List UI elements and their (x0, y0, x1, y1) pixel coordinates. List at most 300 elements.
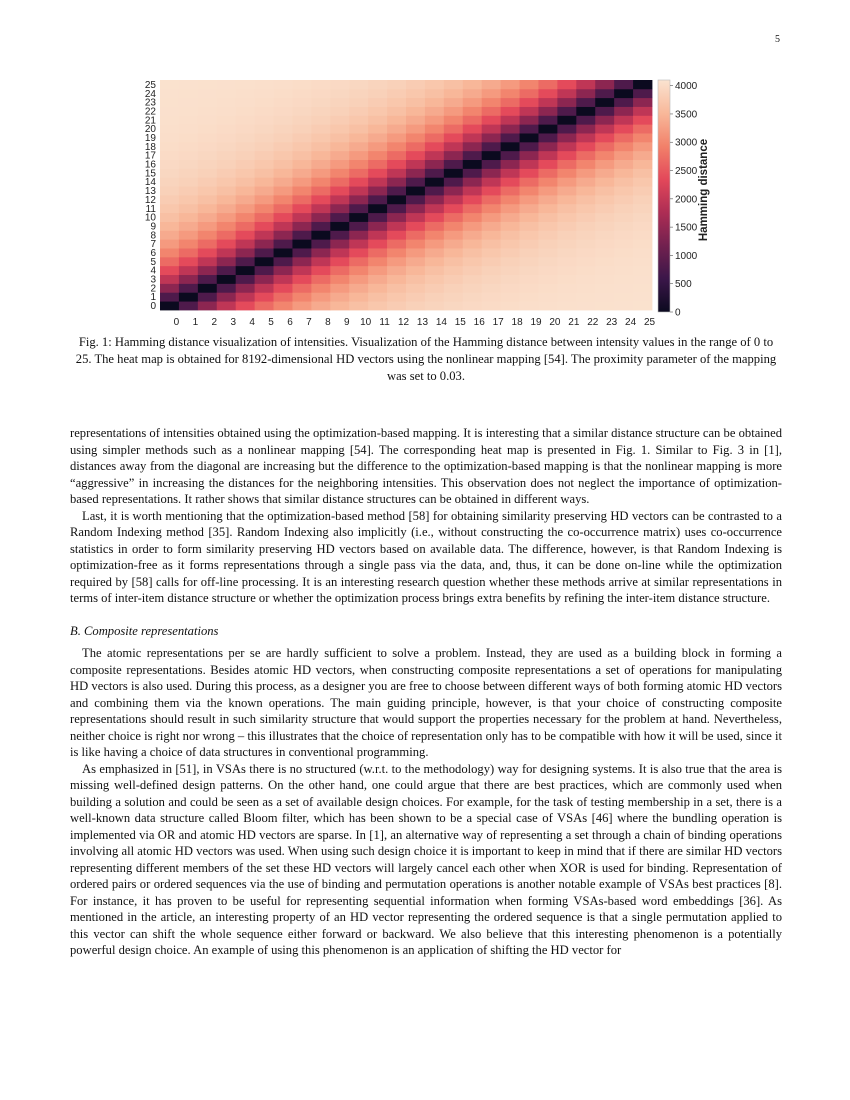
heatmap-cell (368, 89, 387, 98)
heatmap-cell (444, 248, 463, 257)
heatmap-cell (387, 195, 406, 204)
heatmap-cell (501, 168, 520, 177)
heatmap-cell (330, 115, 349, 124)
heatmap-cell (255, 124, 274, 133)
heatmap-cell (520, 186, 539, 195)
heatmap-cell (614, 222, 633, 231)
heatmap-cell (311, 98, 330, 107)
heatmap-cell (444, 89, 463, 98)
heatmap-cell (160, 142, 179, 151)
colorbar-tick-label: 0 (675, 307, 681, 319)
heatmap-cell (463, 151, 482, 160)
heatmap-cell (160, 195, 179, 204)
heatmap-cell (538, 186, 557, 195)
heatmap-cell (520, 133, 539, 142)
heatmap-cell (198, 239, 217, 248)
heatmap-cell (406, 177, 425, 186)
heatmap-cell (160, 275, 179, 284)
heatmap-cell (274, 107, 293, 116)
heatmap-cell (255, 266, 274, 275)
heatmap-cell (406, 239, 425, 248)
heatmap-cell (160, 257, 179, 266)
heatmap-cell (425, 257, 444, 266)
y-tick-label: 14 (144, 177, 156, 189)
heatmap-cell (349, 301, 368, 310)
heatmap-cell (368, 142, 387, 151)
heatmap-cell (368, 301, 387, 310)
heatmap-cell (576, 115, 595, 124)
heatmap-cell (349, 160, 368, 169)
heatmap-cell (425, 248, 444, 257)
x-tick-label: 17 (492, 317, 504, 328)
heatmap-cell (463, 115, 482, 124)
heatmap-cell (255, 292, 274, 301)
x-tick-label: 16 (473, 317, 485, 328)
heatmap-cell (406, 222, 425, 231)
heatmap-cell (482, 151, 501, 160)
heatmap-cell (406, 195, 425, 204)
heatmap-cell (292, 98, 311, 107)
heatmap-cell (292, 115, 311, 124)
heatmap-cell (330, 248, 349, 257)
heatmap-cell (482, 168, 501, 177)
heatmap-cell (368, 124, 387, 133)
heatmap-cell (444, 257, 463, 266)
heatmap-cell (557, 142, 576, 151)
heatmap-cell (614, 133, 633, 142)
heatmap-cell (425, 168, 444, 177)
heatmap-cell (198, 115, 217, 124)
paragraph: Last, it is worth mentioning that the optimization-based method [58] for obtaining similarity preserving HD vectors can be contrasted to a Random Indexing method [35]. Random Indexing also implicitly (i.e., without constructing the co-occurrence matrix) uses co-occurrence statistics in order to form similarity preserving HD vectors based on available data. The difference, however, is that Random Indexing is optimization-free as it forms representations through a single pass via the data, and, thus, it can be done on-line while the optimization required by [58] calls for off-line processing. It is an interesting research question whether these methods arrive at similar representations in terms of inter-item distance structure or whether the optimization process brings extra benefits by refining the inter-item distance structure. (70, 508, 782, 605)
heatmap-cell (368, 292, 387, 301)
heatmap-cell (425, 301, 444, 310)
heatmap-cell (160, 186, 179, 195)
heatmap-cell (576, 266, 595, 275)
x-tick-label: 18 (511, 317, 523, 328)
heatmap-cell (595, 230, 614, 239)
heatmap-cell (425, 275, 444, 284)
heatmap-cell (198, 292, 217, 301)
heatmap-cell (274, 257, 293, 266)
heatmap-cell (576, 168, 595, 177)
heatmap-cell (236, 195, 255, 204)
x-tick-label: 24 (625, 317, 637, 328)
heatmap-cell (538, 151, 557, 160)
heatmap-cell (406, 301, 425, 310)
heatmap-cell (198, 89, 217, 98)
heatmap-cell (425, 292, 444, 301)
x-tick-label: 19 (530, 317, 542, 328)
heatmap-cell (387, 275, 406, 284)
heatmap-cell (255, 186, 274, 195)
heatmap-cell (633, 124, 652, 133)
heatmap-cell (387, 213, 406, 222)
heatmap-cell (425, 98, 444, 107)
heatmap-cell (633, 204, 652, 213)
heatmap-cell (406, 160, 425, 169)
heatmap-cell (444, 98, 463, 107)
heatmap-cell (576, 283, 595, 292)
x-tick-label: 13 (416, 317, 429, 328)
heatmap-cell (255, 204, 274, 213)
heatmap-cell (311, 275, 330, 284)
heatmap-cell (482, 186, 501, 195)
heatmap-cell (236, 89, 255, 98)
heatmap-cell (217, 89, 236, 98)
heatmap-cell (311, 283, 330, 292)
heatmap-cell (179, 142, 198, 151)
heatmap-cell (198, 133, 217, 142)
heatmap-cell (387, 186, 406, 195)
heatmap-cell (292, 151, 311, 160)
heatmap-cell (444, 80, 463, 89)
heatmap-cell (330, 160, 349, 169)
heatmap-cell (274, 124, 293, 133)
heatmap-cell (595, 239, 614, 248)
heatmap-cell (406, 248, 425, 257)
x-tick-label: 10 (360, 317, 372, 328)
heatmap-cell (349, 230, 368, 239)
heatmap-cell (520, 283, 539, 292)
heatmap-cell (217, 222, 236, 231)
heatmap-cell (368, 98, 387, 107)
heatmap-cell (179, 239, 198, 248)
heatmap-cell (179, 195, 198, 204)
heatmap-cell (311, 160, 330, 169)
heatmap-cell (217, 195, 236, 204)
heatmap-cell (444, 142, 463, 151)
heatmap-cell (217, 204, 236, 213)
heatmap-cell (198, 160, 217, 169)
heatmap-cell (425, 186, 444, 195)
heatmap-cell (463, 230, 482, 239)
heatmap-cell (198, 80, 217, 89)
heatmap-cell (311, 266, 330, 275)
heatmap-cell (198, 107, 217, 116)
heatmap-cell (330, 204, 349, 213)
heatmap-cell (576, 80, 595, 89)
heatmap-cell (463, 257, 482, 266)
heatmap-cell (330, 107, 349, 116)
heatmap-cell (633, 107, 652, 116)
heatmap-cell (387, 89, 406, 98)
heatmap-cell (406, 266, 425, 275)
heatmap-cell (387, 292, 406, 301)
heatmap-cell (198, 168, 217, 177)
heatmap-cell (406, 115, 425, 124)
heatmap-cell (633, 80, 652, 89)
colorbar-tick-label: 1500 (675, 222, 698, 234)
heatmap-cell (425, 230, 444, 239)
heatmap-cell (236, 115, 255, 124)
heatmap-cell (217, 160, 236, 169)
heatmap-cell (217, 107, 236, 116)
heatmap-cell (557, 186, 576, 195)
heatmap-cell (482, 107, 501, 116)
heatmap-cell (274, 151, 293, 160)
heatmap-cell (595, 124, 614, 133)
heatmap-cell (576, 98, 595, 107)
paragraph: The atomic representations per se are hardly sufficient to solve a problem. Instead, they are used as a building block in forming a composite representations. Besides atomic HD vectors, when constructing composite representations a set of operations for manipulating HD vectors is also used. During this process, as a designer you are free to choose between different ways of both forming atomic HD vectors and combining them via the known operations. The main guiding principle, however, is that your choice of constructing composite representations should result in such similarity structure that would support the properties necessary for the problem at hand. Nevertheless, neither choice is right nor wrong – this illustrates that the choice of representation only has to be compatible with how it will be used, since it is like having a choice of data structures in conventional programming. (70, 646, 782, 759)
x-tick-label: 20 (549, 317, 561, 328)
x-tick-label: 23 (606, 317, 618, 328)
heatmap-cell (633, 89, 652, 98)
heatmap-cell (236, 142, 255, 151)
heatmap-cells (160, 80, 652, 310)
heatmap-cell (406, 275, 425, 284)
heatmap-cell (614, 186, 633, 195)
body-text (70, 425, 782, 959)
heatmap-cell (482, 230, 501, 239)
heatmap-cell (387, 248, 406, 257)
heatmap-cell (255, 213, 274, 222)
heatmap-cell (501, 275, 520, 284)
heatmap-cell (633, 292, 652, 301)
heatmap-cell (501, 151, 520, 160)
heatmap-cell (595, 151, 614, 160)
heatmap-cell (330, 186, 349, 195)
heatmap-cell (179, 89, 198, 98)
colorbar-label: Hamming distance (698, 138, 710, 242)
heatmap-cell (311, 301, 330, 310)
heatmap-cell (482, 222, 501, 231)
heatmap-cell (614, 107, 633, 116)
heatmap-cell (292, 107, 311, 116)
heatmap-cell (217, 213, 236, 222)
heatmap-cell (330, 124, 349, 133)
heatmap-cell (482, 89, 501, 98)
heatmap-cell (614, 115, 633, 124)
heatmap-cell (614, 124, 633, 133)
heatmap-cell (576, 186, 595, 195)
heatmap-cell (520, 230, 539, 239)
y-tick-label: 16 (144, 159, 156, 171)
heatmap-cell (425, 89, 444, 98)
heatmap-cell (330, 80, 349, 89)
heatmap-cell (368, 266, 387, 275)
y-tick-label: 6 (150, 248, 156, 259)
heatmap-cell (387, 151, 406, 160)
heatmap-cell (387, 204, 406, 213)
heatmap-cell (482, 257, 501, 266)
heatmap-cell (311, 124, 330, 133)
heatmap-cell (595, 275, 614, 284)
heatmap-cell (311, 177, 330, 186)
heatmap-cell (444, 283, 463, 292)
heatmap-cell (217, 248, 236, 257)
heatmap-cell (160, 239, 179, 248)
heatmap-cell (349, 257, 368, 266)
heatmap-cell (274, 195, 293, 204)
heatmap-cell (236, 239, 255, 248)
heatmap-cell (501, 115, 520, 124)
heatmap-cell (311, 186, 330, 195)
heatmap-cell (198, 195, 217, 204)
heatmap-cell (520, 107, 539, 116)
heatmap-cell (614, 248, 633, 257)
heatmap-cell (198, 248, 217, 257)
heatmap-cell (501, 124, 520, 133)
heatmap-cell (368, 115, 387, 124)
colorbar-tick-label: 3000 (675, 137, 698, 149)
heatmap-cell (482, 213, 501, 222)
heatmap-cell (236, 186, 255, 195)
heatmap-cell (595, 195, 614, 204)
heatmap-cell (198, 283, 217, 292)
heatmap-cell (349, 239, 368, 248)
heatmap-cell (217, 80, 236, 89)
heatmap-cell (160, 177, 179, 186)
heatmap-cell (520, 275, 539, 284)
heatmap-cell (538, 301, 557, 310)
heatmap-cell (387, 133, 406, 142)
heatmap-cell (425, 177, 444, 186)
heatmap-cell (179, 230, 198, 239)
heatmap-cell (444, 160, 463, 169)
heatmap-cell (330, 142, 349, 151)
heatmap-cell (614, 239, 633, 248)
heatmap-cell (633, 186, 652, 195)
heatmap-cell (311, 292, 330, 301)
heatmap-cell (406, 89, 425, 98)
y-tick-label: 5 (150, 256, 156, 268)
heatmap-cell (179, 80, 198, 89)
heatmap-cell (614, 301, 633, 310)
heatmap-cell (292, 283, 311, 292)
heatmap-cell (482, 124, 501, 133)
heatmap-cell (330, 195, 349, 204)
y-tick-label: 22 (144, 106, 156, 118)
heatmap-cell (292, 301, 311, 310)
y-tick-label: 0 (150, 301, 156, 313)
heatmap-cell (330, 133, 349, 142)
heatmap-cell (217, 283, 236, 292)
heatmap-cell (633, 98, 652, 107)
heatmap-cell (179, 115, 198, 124)
heatmap-cell (349, 204, 368, 213)
heatmap-cell (406, 98, 425, 107)
x-tick-label: 6 (287, 317, 293, 328)
heatmap-cell (292, 142, 311, 151)
heatmap-cell (520, 257, 539, 266)
heatmap-cell (463, 124, 482, 133)
heatmap-cell (198, 204, 217, 213)
heatmap-cell (538, 80, 557, 89)
heatmap-cell (198, 98, 217, 107)
heatmap-cell (198, 177, 217, 186)
heatmap-cell (463, 133, 482, 142)
y-tick-label: 13 (144, 186, 156, 198)
heatmap-cell (406, 168, 425, 177)
heatmap-cell (198, 124, 217, 133)
heatmap-cell (236, 107, 255, 116)
heatmap-cell (179, 151, 198, 160)
heatmap-cell (160, 230, 179, 239)
heatmap-cell (576, 213, 595, 222)
heatmap-cell (444, 107, 463, 116)
heatmap-cell (292, 160, 311, 169)
y-tick-label: 17 (144, 150, 156, 162)
heatmap-cell (595, 133, 614, 142)
heatmap-cell (349, 168, 368, 177)
heatmap-cell (595, 301, 614, 310)
heatmap-cell (368, 151, 387, 160)
heatmap-cell (368, 257, 387, 266)
heatmap-cell (463, 222, 482, 231)
heatmap-cell (236, 177, 255, 186)
heatmap-cell (557, 151, 576, 160)
heatmap-cell (557, 239, 576, 248)
heatmap-cell (311, 195, 330, 204)
heatmap-cell (387, 115, 406, 124)
heatmap-cell (349, 107, 368, 116)
heatmap-cell (179, 222, 198, 231)
x-tick-label: 3 (230, 317, 237, 328)
heatmap-cell (557, 98, 576, 107)
heatmap-cell (463, 107, 482, 116)
heatmap-cell (368, 107, 387, 116)
colorbar-ticks (670, 81, 698, 318)
heatmap-cell (368, 222, 387, 231)
heatmap-cell (236, 213, 255, 222)
heatmap-cell (292, 177, 311, 186)
heatmap-cell (349, 151, 368, 160)
heatmap-cell (330, 257, 349, 266)
heatmap-cell (520, 213, 539, 222)
heatmap-cell (292, 230, 311, 239)
heatmap-cell (595, 266, 614, 275)
heatmap-cell (482, 248, 501, 257)
heatmap-cell (520, 195, 539, 204)
heatmap-cell (179, 248, 198, 257)
heatmap-cell (425, 283, 444, 292)
heatmap-cell (274, 248, 293, 257)
heatmap-cell (349, 186, 368, 195)
heatmap-cell (520, 151, 539, 160)
heatmap-cell (557, 124, 576, 133)
heatmap-cell (387, 301, 406, 310)
heatmap-cell (311, 239, 330, 248)
heatmap-cell (576, 248, 595, 257)
heatmap-cell (160, 266, 179, 275)
heatmap-cell (387, 266, 406, 275)
x-tick-label: 8 (325, 317, 331, 328)
heatmap-cell (557, 89, 576, 98)
heatmap-cell (482, 195, 501, 204)
section-title: Composite representations (84, 623, 219, 638)
heatmap-cell (633, 301, 652, 310)
heatmap-cell (330, 222, 349, 231)
y-tick-label: 21 (144, 115, 156, 127)
heatmap-cell (274, 266, 293, 275)
heatmap-cell (633, 177, 652, 186)
heatmap-cell (463, 248, 482, 257)
heatmap-cell (217, 98, 236, 107)
heatmap-cell (538, 89, 557, 98)
heatmap-cell (463, 204, 482, 213)
heatmap-cell (179, 213, 198, 222)
x-tick-label: 5 (268, 317, 274, 328)
heatmap-cell (217, 230, 236, 239)
y-tick-label: 10 (144, 212, 156, 224)
colorbar-tick-label: 1000 (675, 250, 698, 262)
heatmap-cell (274, 168, 293, 177)
heatmap-cell (368, 177, 387, 186)
heatmap-cell (311, 151, 330, 160)
heatmap-cell (595, 177, 614, 186)
section-label: B. (70, 623, 81, 638)
heatmap-cell (576, 107, 595, 116)
